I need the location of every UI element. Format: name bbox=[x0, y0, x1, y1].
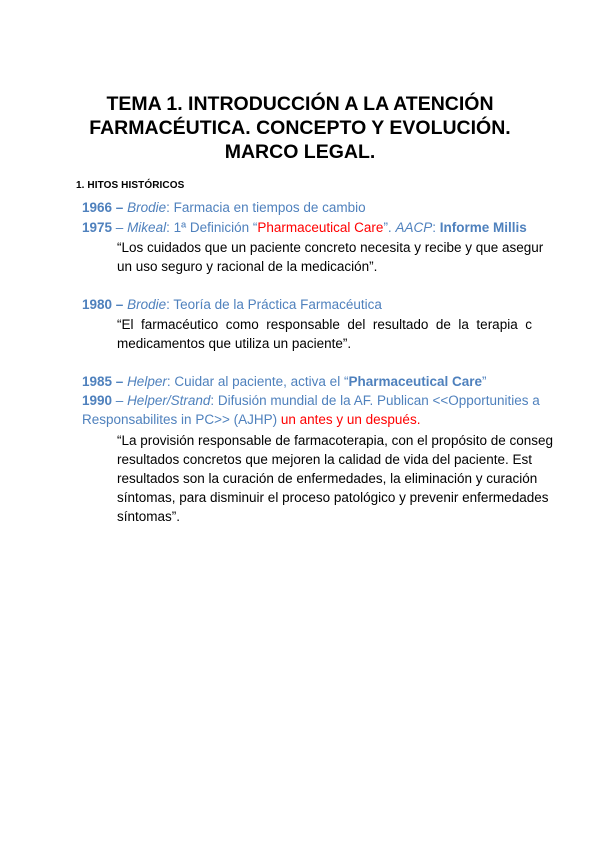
highlight-phrase: un antes y un después. bbox=[280, 412, 421, 427]
milestone-1990-cont bbox=[82, 411, 420, 428]
quote-line: “Los cuidados que un paciente concreto necesita y recibe y que asegur bbox=[117, 240, 544, 255]
milestone-text: ” bbox=[482, 374, 487, 389]
milestone-1985 bbox=[82, 373, 487, 390]
highlight-term: Pharmaceutical Care bbox=[257, 220, 384, 235]
quote-line: resultados son la curación de enfermedades, la eliminación y curación bbox=[117, 471, 538, 486]
milestone-author: Helper/Strand bbox=[127, 393, 211, 408]
dash: – bbox=[112, 220, 128, 235]
milestone-author: Helper bbox=[127, 374, 167, 389]
milestone-1990 bbox=[82, 392, 540, 409]
milestone-text: ”. bbox=[383, 220, 396, 235]
quote-line: síntomas, para disminuir el proceso patológico y prevenir enfermedades bbox=[117, 490, 549, 505]
dash: – bbox=[112, 393, 128, 408]
quote-1990 bbox=[117, 431, 600, 526]
title-line-3: MARCO LEGAL. bbox=[224, 141, 376, 163]
quote-line: “La provisión responsable de farmacoterapia, con el propósito de conseg bbox=[117, 433, 554, 448]
milestone-1980 bbox=[82, 296, 382, 313]
pc-term: Pharmaceutical Care bbox=[348, 374, 483, 389]
milestone-text: : Cuidar al paciente, activa el “ bbox=[166, 374, 349, 389]
milestone-1966 bbox=[82, 199, 366, 216]
milestone-author: Brodie bbox=[127, 297, 167, 312]
quote-line: “El farmacéutico como responsable del resultado de la terapia c bbox=[117, 317, 532, 332]
milestone-year: 1990 bbox=[82, 393, 113, 408]
title-line-2: FARMACÉUTICA. CONCEPTO Y EVOLUCIÓN. bbox=[89, 117, 511, 139]
milestone-year: 1966 – bbox=[82, 200, 124, 215]
milestone-text: : bbox=[432, 220, 440, 235]
document-title bbox=[0, 92, 600, 164]
milestone-text: : 1ª Definición “ bbox=[166, 220, 258, 235]
milestone-year: 1985 – bbox=[82, 374, 124, 389]
milestone-text: : Teoría de la Práctica Farmacéutica bbox=[166, 297, 382, 312]
quote-line: síntomas”. bbox=[117, 509, 181, 524]
quote-line: resultados concretos que mejoren la calidad de vida del paciente. Est bbox=[117, 452, 532, 467]
quote-line: medicamentos que utiliza un paciente”. bbox=[117, 336, 352, 351]
milestone-author: Mikeal bbox=[127, 220, 167, 235]
milestone-text: Responsabilites in PC>> (AJHP) bbox=[82, 412, 281, 427]
report-name: Informe Millis bbox=[439, 220, 527, 235]
org-name: AACP bbox=[395, 220, 433, 235]
milestone-author: Brodie bbox=[127, 200, 167, 215]
section-heading: 1. HITOS HISTÓRICOS bbox=[76, 180, 185, 191]
milestone-year: 1980 – bbox=[82, 297, 124, 312]
milestone-year: 1975 bbox=[82, 220, 113, 235]
milestone-text: : Difusión mundial de la AF. Publican <<Opportunities a bbox=[210, 393, 540, 408]
title-line-1: TEMA 1. INTRODUCCIÓN A LA ATENCIÓN bbox=[106, 93, 494, 115]
quote-1980 bbox=[117, 315, 600, 353]
quote-1975 bbox=[117, 238, 600, 276]
milestone-1975 bbox=[82, 219, 527, 236]
quote-line: un uso seguro y racional de la medicación”. bbox=[117, 259, 378, 274]
milestone-text: : Farmacia en tiempos de cambio bbox=[166, 200, 366, 215]
